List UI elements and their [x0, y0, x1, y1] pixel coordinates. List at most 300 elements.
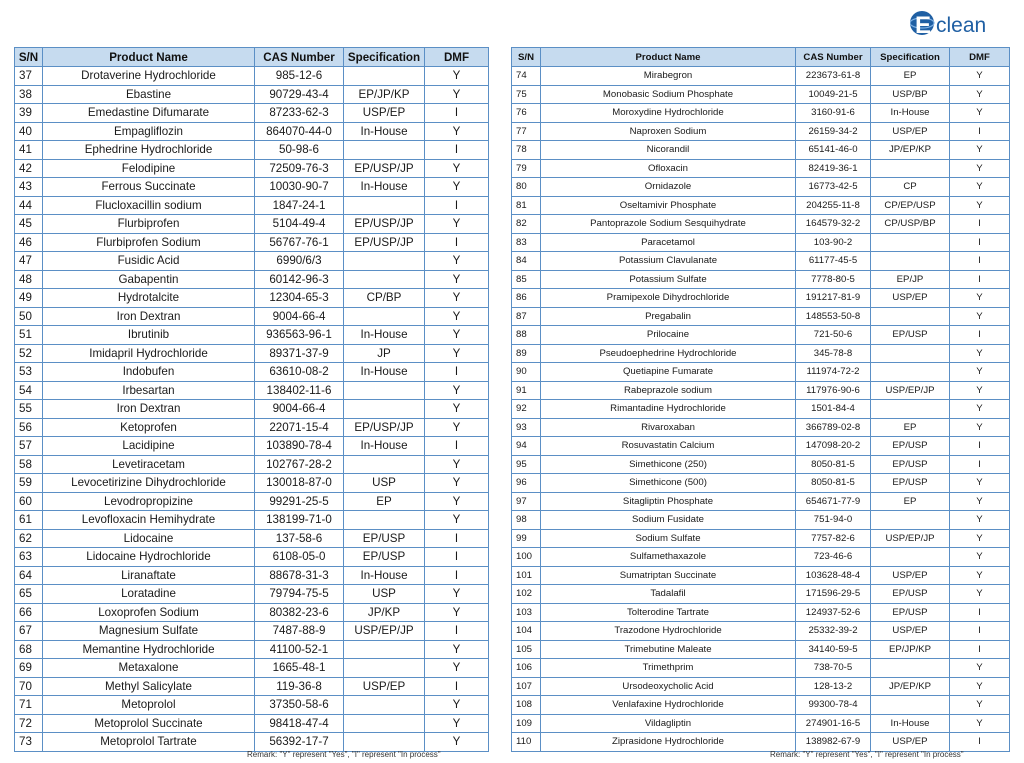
cell-sn: 110	[512, 733, 541, 752]
cell-product-name: Pantoprazole Sodium Sesquihydrate	[541, 215, 796, 234]
cell-product-name: Ibrutinib	[43, 326, 255, 345]
cell-product-name: Methyl Salicylate	[43, 677, 255, 696]
cell-sn: 51	[15, 326, 43, 345]
cell-dmf: I	[425, 622, 489, 641]
col-header-dmf: DMF	[425, 48, 489, 67]
table-row	[512, 270, 1010, 289]
cell-sn: 39	[15, 104, 43, 123]
eclean-logo-mark	[910, 6, 996, 40]
cell-specification: EP	[344, 492, 425, 511]
cell-dmf: I	[950, 437, 1010, 456]
cell-dmf: Y	[425, 178, 489, 197]
cell-product-name: Indobufen	[43, 363, 255, 382]
cell-dmf: I	[425, 196, 489, 215]
cell-specification	[344, 640, 425, 659]
cell-cas-number: 7487-88-9	[255, 622, 344, 641]
cell-product-name: Levodropropizine	[43, 492, 255, 511]
cell-product-name: Prilocaine	[541, 326, 796, 345]
table-row	[15, 696, 489, 715]
cell-dmf: Y	[950, 104, 1010, 123]
cell-dmf: Y	[950, 400, 1010, 419]
cell-sn: 101	[512, 566, 541, 585]
cell-cas-number: 191217-81-9	[796, 289, 871, 308]
cell-dmf: Y	[950, 529, 1010, 548]
cell-sn: 44	[15, 196, 43, 215]
cell-sn: 62	[15, 529, 43, 548]
cell-product-name: Sulfamethaxazole	[541, 548, 796, 567]
cell-product-name: Hydrotalcite	[43, 289, 255, 308]
cell-cas-number: 103-90-2	[796, 233, 871, 252]
table-row	[512, 67, 1010, 86]
cell-specification	[344, 733, 425, 752]
cell-sn: 68	[15, 640, 43, 659]
table-row	[512, 85, 1010, 104]
cell-sn: 85	[512, 270, 541, 289]
cell-cas-number: 98418-47-4	[255, 714, 344, 733]
cell-product-name: Venlafaxine Hydrochloride	[541, 696, 796, 715]
cell-sn: 76	[512, 104, 541, 123]
cell-product-name: Potassium Sulfate	[541, 270, 796, 289]
cell-product-name: Nicorandil	[541, 141, 796, 160]
cell-sn: 54	[15, 381, 43, 400]
cell-cas-number: 34140-59-5	[796, 640, 871, 659]
cell-product-name: Levocetirizine Dihydrochloride	[43, 474, 255, 493]
table-row	[512, 603, 1010, 622]
cell-product-name: Trimebutine Maleate	[541, 640, 796, 659]
cell-specification	[871, 511, 950, 530]
cell-sn: 102	[512, 585, 541, 604]
cell-product-name: Loxoprofen Sodium	[43, 603, 255, 622]
cell-specification	[871, 659, 950, 678]
cell-dmf: Y	[950, 363, 1010, 382]
cell-dmf: Y	[425, 159, 489, 178]
cell-cas-number: 164579-32-2	[796, 215, 871, 234]
cell-dmf: I	[425, 233, 489, 252]
cell-cas-number: 88678-31-3	[255, 566, 344, 585]
cell-specification: JP/EP/KP	[871, 677, 950, 696]
cell-product-name: Sitagliptin Phosphate	[541, 492, 796, 511]
cell-cas-number: 7778-80-5	[796, 270, 871, 289]
cell-product-name: Flurbiprofen	[43, 215, 255, 234]
cell-specification: USP/EP	[344, 104, 425, 123]
table-row	[512, 566, 1010, 585]
cell-product-name: Drotaverine Hydrochloride	[43, 67, 255, 86]
table-header-row	[512, 48, 1010, 67]
cell-sn: 92	[512, 400, 541, 419]
cell-dmf: Y	[425, 455, 489, 474]
cell-cas-number: 8050-81-5	[796, 455, 871, 474]
cell-sn: 100	[512, 548, 541, 567]
cell-specification: CP	[871, 178, 950, 197]
cell-product-name: Ferrous Succinate	[43, 178, 255, 197]
cell-cas-number: 87233-62-3	[255, 104, 344, 123]
cell-specification: USP	[344, 585, 425, 604]
cell-dmf: Y	[950, 511, 1010, 530]
cell-cas-number: 99300-78-4	[796, 696, 871, 715]
cell-specification: EP/USP	[871, 437, 950, 456]
product-table-right	[511, 47, 1010, 752]
cell-dmf: I	[425, 677, 489, 696]
logo-wordmark: clean	[936, 14, 987, 37]
cell-cas-number: 124937-52-6	[796, 603, 871, 622]
cell-sn: 74	[512, 67, 541, 86]
cell-specification: EP	[871, 492, 950, 511]
cell-sn: 65	[15, 585, 43, 604]
cell-cas-number: 5104-49-4	[255, 215, 344, 234]
cell-product-name: Ephedrine Hydrochloride	[43, 141, 255, 160]
cell-sn: 56	[15, 418, 43, 437]
cell-cas-number: 60142-96-3	[255, 270, 344, 289]
table-row	[15, 215, 489, 234]
cell-cas-number: 751-94-0	[796, 511, 871, 530]
cell-dmf: I	[950, 603, 1010, 622]
cell-sn: 63	[15, 548, 43, 567]
cell-dmf: I	[425, 363, 489, 382]
cell-cas-number: 89371-37-9	[255, 344, 344, 363]
table-row	[15, 418, 489, 437]
table-row	[15, 548, 489, 567]
cell-sn: 49	[15, 289, 43, 308]
table-row	[512, 122, 1010, 141]
cell-product-name: Emedastine Difumarate	[43, 104, 255, 123]
cell-dmf: Y	[950, 381, 1010, 400]
table-row	[512, 252, 1010, 271]
cell-sn: 59	[15, 474, 43, 493]
cell-sn: 71	[15, 696, 43, 715]
cell-specification: EP/USP	[344, 529, 425, 548]
table-row	[15, 159, 489, 178]
cell-dmf: Y	[950, 659, 1010, 678]
cell-specification: JP	[344, 344, 425, 363]
cell-cas-number: 90729-43-4	[255, 85, 344, 104]
cell-sn: 47	[15, 252, 43, 271]
cell-product-name: Felodipine	[43, 159, 255, 178]
cell-sn: 78	[512, 141, 541, 160]
cell-specification: EP/USP/JP	[344, 215, 425, 234]
cell-product-name: Iron Dextran	[43, 400, 255, 419]
product-rows-right	[512, 67, 1010, 752]
cell-product-name: Sodium Sulfate	[541, 529, 796, 548]
cell-product-name: Monobasic Sodium Phosphate	[541, 85, 796, 104]
cell-cas-number: 79794-75-5	[255, 585, 344, 604]
cell-dmf: Y	[425, 585, 489, 604]
col-header-specification: Specification	[344, 48, 425, 67]
cell-specification: EP	[871, 67, 950, 86]
cell-sn: 107	[512, 677, 541, 696]
cell-cas-number: 936563-96-1	[255, 326, 344, 345]
table-row	[512, 400, 1010, 419]
table-row	[15, 622, 489, 641]
cell-dmf: I	[950, 640, 1010, 659]
cell-product-name: Flucloxacillin sodium	[43, 196, 255, 215]
table-row	[512, 289, 1010, 308]
cell-cas-number: 654671-77-9	[796, 492, 871, 511]
cell-cas-number: 345-78-8	[796, 344, 871, 363]
cell-cas-number: 985-12-6	[255, 67, 344, 86]
cell-sn: 90	[512, 363, 541, 382]
cell-specification: USP/BP	[871, 85, 950, 104]
cell-product-name: Potassium Clavulanate	[541, 252, 796, 271]
cell-cas-number: 22071-15-4	[255, 418, 344, 437]
cell-cas-number: 10049-21-5	[796, 85, 871, 104]
cell-product-name: Trazodone Hydrochloride	[541, 622, 796, 641]
cell-sn: 108	[512, 696, 541, 715]
cell-sn: 42	[15, 159, 43, 178]
cell-product-name: Ziprasidone Hydrochloride	[541, 733, 796, 752]
cell-cas-number: 117976-90-6	[796, 381, 871, 400]
table-row	[15, 659, 489, 678]
cell-sn: 64	[15, 566, 43, 585]
cell-specification: JP/KP	[344, 603, 425, 622]
cell-sn: 50	[15, 307, 43, 326]
cell-specification: USP/EP	[871, 622, 950, 641]
cell-sn: 75	[512, 85, 541, 104]
cell-dmf: Y	[950, 344, 1010, 363]
cell-sn: 79	[512, 159, 541, 178]
table-row	[512, 437, 1010, 456]
table-row	[15, 307, 489, 326]
cell-product-name: Paracetamol	[541, 233, 796, 252]
table-row	[512, 233, 1010, 252]
cell-dmf: Y	[950, 566, 1010, 585]
cell-cas-number: 63610-08-2	[255, 363, 344, 382]
table-row	[15, 677, 489, 696]
cell-specification: CP/BP	[344, 289, 425, 308]
col-header-product-name: Product Name	[43, 48, 255, 67]
cell-product-name: Loratadine	[43, 585, 255, 604]
cell-dmf: Y	[950, 418, 1010, 437]
cell-cas-number: 138982-67-9	[796, 733, 871, 752]
cell-sn: 82	[512, 215, 541, 234]
cell-cas-number: 103890-78-4	[255, 437, 344, 456]
cell-specification	[344, 381, 425, 400]
cell-cas-number: 16773-42-5	[796, 178, 871, 197]
table-header-row	[15, 48, 489, 67]
cell-sn: 99	[512, 529, 541, 548]
cell-sn: 109	[512, 714, 541, 733]
cell-specification	[344, 270, 425, 289]
table-row	[512, 381, 1010, 400]
cell-product-name: Mirabegron	[541, 67, 796, 86]
cell-cas-number: 9004-66-4	[255, 400, 344, 419]
table-row	[15, 141, 489, 160]
table-row	[15, 585, 489, 604]
cell-specification: CP/EP/USP	[871, 196, 950, 215]
cell-product-name: Imidapril Hydrochloride	[43, 344, 255, 363]
table-row	[15, 85, 489, 104]
cell-dmf: I	[950, 622, 1010, 641]
cell-specification: EP	[871, 418, 950, 437]
cell-sn: 37	[15, 67, 43, 86]
cell-specification: EP/USP	[344, 548, 425, 567]
cell-specification: USP/EP	[871, 733, 950, 752]
cell-specification	[344, 659, 425, 678]
cell-product-name: Pseudoephedrine Hydrochloride	[541, 344, 796, 363]
cell-product-name: Flurbiprofen Sodium	[43, 233, 255, 252]
cell-dmf: I	[425, 529, 489, 548]
cell-dmf: I	[425, 141, 489, 160]
cell-product-name: Trimethprim	[541, 659, 796, 678]
cell-product-name: Ofloxacin	[541, 159, 796, 178]
cell-specification	[871, 696, 950, 715]
table-row	[15, 400, 489, 419]
table-row	[15, 474, 489, 493]
cell-cas-number: 171596-29-5	[796, 585, 871, 604]
cell-product-name: Quetiapine Fumarate	[541, 363, 796, 382]
cell-dmf: I	[950, 122, 1010, 141]
table-row	[15, 363, 489, 382]
cell-sn: 83	[512, 233, 541, 252]
cell-product-name: Moroxydine Hydrochloride	[541, 104, 796, 123]
cell-product-name: Ebastine	[43, 85, 255, 104]
cell-cas-number: 10030-90-7	[255, 178, 344, 197]
cell-sn: 43	[15, 178, 43, 197]
table-row	[15, 122, 489, 141]
table-row	[512, 714, 1010, 733]
cell-product-name: Metoprolol Succinate	[43, 714, 255, 733]
cell-product-name: Lidocaine Hydrochloride	[43, 548, 255, 567]
cell-sn: 91	[512, 381, 541, 400]
table-row	[512, 363, 1010, 382]
cell-product-name: Lacidipine	[43, 437, 255, 456]
cell-specification: In-House	[344, 363, 425, 382]
table-row	[512, 511, 1010, 530]
cell-dmf: Y	[950, 677, 1010, 696]
cell-sn: 84	[512, 252, 541, 271]
cell-product-name: Simethicone (500)	[541, 474, 796, 493]
cell-specification	[344, 455, 425, 474]
cell-cas-number: 138402-11-6	[255, 381, 344, 400]
cell-dmf: I	[425, 548, 489, 567]
cell-dmf: Y	[425, 270, 489, 289]
table-row	[512, 548, 1010, 567]
cell-specification: In-House	[871, 714, 950, 733]
cell-dmf: Y	[425, 696, 489, 715]
cell-dmf: Y	[425, 659, 489, 678]
cell-specification: JP/EP/KP	[871, 141, 950, 160]
table-row	[512, 529, 1010, 548]
cell-specification: EP/USP	[871, 474, 950, 493]
cell-product-name: Ursodeoxycholic Acid	[541, 677, 796, 696]
cell-product-name: Ornidazole	[541, 178, 796, 197]
cell-specification	[871, 548, 950, 567]
cell-specification: In-House	[344, 566, 425, 585]
cell-product-name: Vildagliptin	[541, 714, 796, 733]
cell-sn: 93	[512, 418, 541, 437]
cell-specification	[344, 696, 425, 715]
col-header-sn: S/N	[15, 48, 43, 67]
cell-sn: 105	[512, 640, 541, 659]
cell-cas-number: 111974-72-2	[796, 363, 871, 382]
cell-sn: 60	[15, 492, 43, 511]
cell-specification	[344, 252, 425, 271]
cell-specification	[344, 67, 425, 86]
cell-product-name: Irbesartan	[43, 381, 255, 400]
cell-product-name: Memantine Hydrochloride	[43, 640, 255, 659]
cell-specification	[344, 141, 425, 160]
cell-cas-number: 119-36-8	[255, 677, 344, 696]
cell-product-name: Sumatriptan Succinate	[541, 566, 796, 585]
table-row	[512, 492, 1010, 511]
cell-dmf: Y	[950, 289, 1010, 308]
cell-cas-number: 12304-65-3	[255, 289, 344, 308]
cell-sn: 55	[15, 400, 43, 419]
cell-product-name: Simethicone (250)	[541, 455, 796, 474]
cell-product-name: Rimantadine Hydrochloride	[541, 400, 796, 419]
cell-specification: EP/JP	[871, 270, 950, 289]
cell-cas-number: 864070-44-0	[255, 122, 344, 141]
table-row	[15, 603, 489, 622]
cell-sn: 103	[512, 603, 541, 622]
cell-specification: EP/JP/KP	[871, 640, 950, 659]
cell-specification: EP/USP/JP	[344, 233, 425, 252]
cell-cas-number: 25332-39-2	[796, 622, 871, 641]
table-row	[512, 141, 1010, 160]
remark-note-right: Remark: "Y" represent "Yes", "I" represent "In process"	[770, 750, 964, 759]
table-row	[15, 289, 489, 308]
cell-cas-number: 8050-81-5	[796, 474, 871, 493]
table-row	[512, 159, 1010, 178]
cell-dmf: Y	[425, 492, 489, 511]
cell-cas-number: 99291-25-5	[255, 492, 344, 511]
cell-sn: 89	[512, 344, 541, 363]
cell-sn: 94	[512, 437, 541, 456]
cell-sn: 67	[15, 622, 43, 641]
table-row	[512, 733, 1010, 752]
cell-specification: In-House	[344, 437, 425, 456]
table-row	[15, 492, 489, 511]
table-row	[512, 474, 1010, 493]
cell-sn: 69	[15, 659, 43, 678]
cell-specification	[344, 400, 425, 419]
table-row	[15, 67, 489, 86]
cell-cas-number: 65141-46-0	[796, 141, 871, 160]
cell-sn: 70	[15, 677, 43, 696]
cell-product-name: Tolterodine Tartrate	[541, 603, 796, 622]
table-row	[512, 659, 1010, 678]
product-rows-left	[15, 67, 489, 752]
cell-specification: CP/USP/BP	[871, 215, 950, 234]
cell-dmf: I	[425, 104, 489, 123]
cell-sn: 81	[512, 196, 541, 215]
table-row	[15, 511, 489, 530]
cell-product-name: Ketoprofen	[43, 418, 255, 437]
cell-sn: 38	[15, 85, 43, 104]
cell-product-name: Levofloxacin Hemihydrate	[43, 511, 255, 530]
cell-dmf: Y	[950, 307, 1010, 326]
cell-sn: 104	[512, 622, 541, 641]
cell-sn: 97	[512, 492, 541, 511]
cell-specification	[871, 252, 950, 271]
cell-dmf: I	[950, 252, 1010, 271]
table-row	[15, 196, 489, 215]
cell-cas-number: 366789-02-8	[796, 418, 871, 437]
cell-cas-number: 223673-61-8	[796, 67, 871, 86]
cell-product-name: Metoprolol	[43, 696, 255, 715]
cell-cas-number: 6108-05-0	[255, 548, 344, 567]
col-header-dmf: DMF	[950, 48, 1010, 67]
cell-cas-number: 204255-11-8	[796, 196, 871, 215]
cell-sn: 77	[512, 122, 541, 141]
cell-cas-number: 3160-91-6	[796, 104, 871, 123]
cell-sn: 73	[15, 733, 43, 752]
cell-dmf: Y	[425, 215, 489, 234]
cell-cas-number: 128-13-2	[796, 677, 871, 696]
cell-dmf: Y	[950, 714, 1010, 733]
cell-specification	[871, 363, 950, 382]
cell-dmf: I	[425, 437, 489, 456]
cell-specification	[871, 233, 950, 252]
